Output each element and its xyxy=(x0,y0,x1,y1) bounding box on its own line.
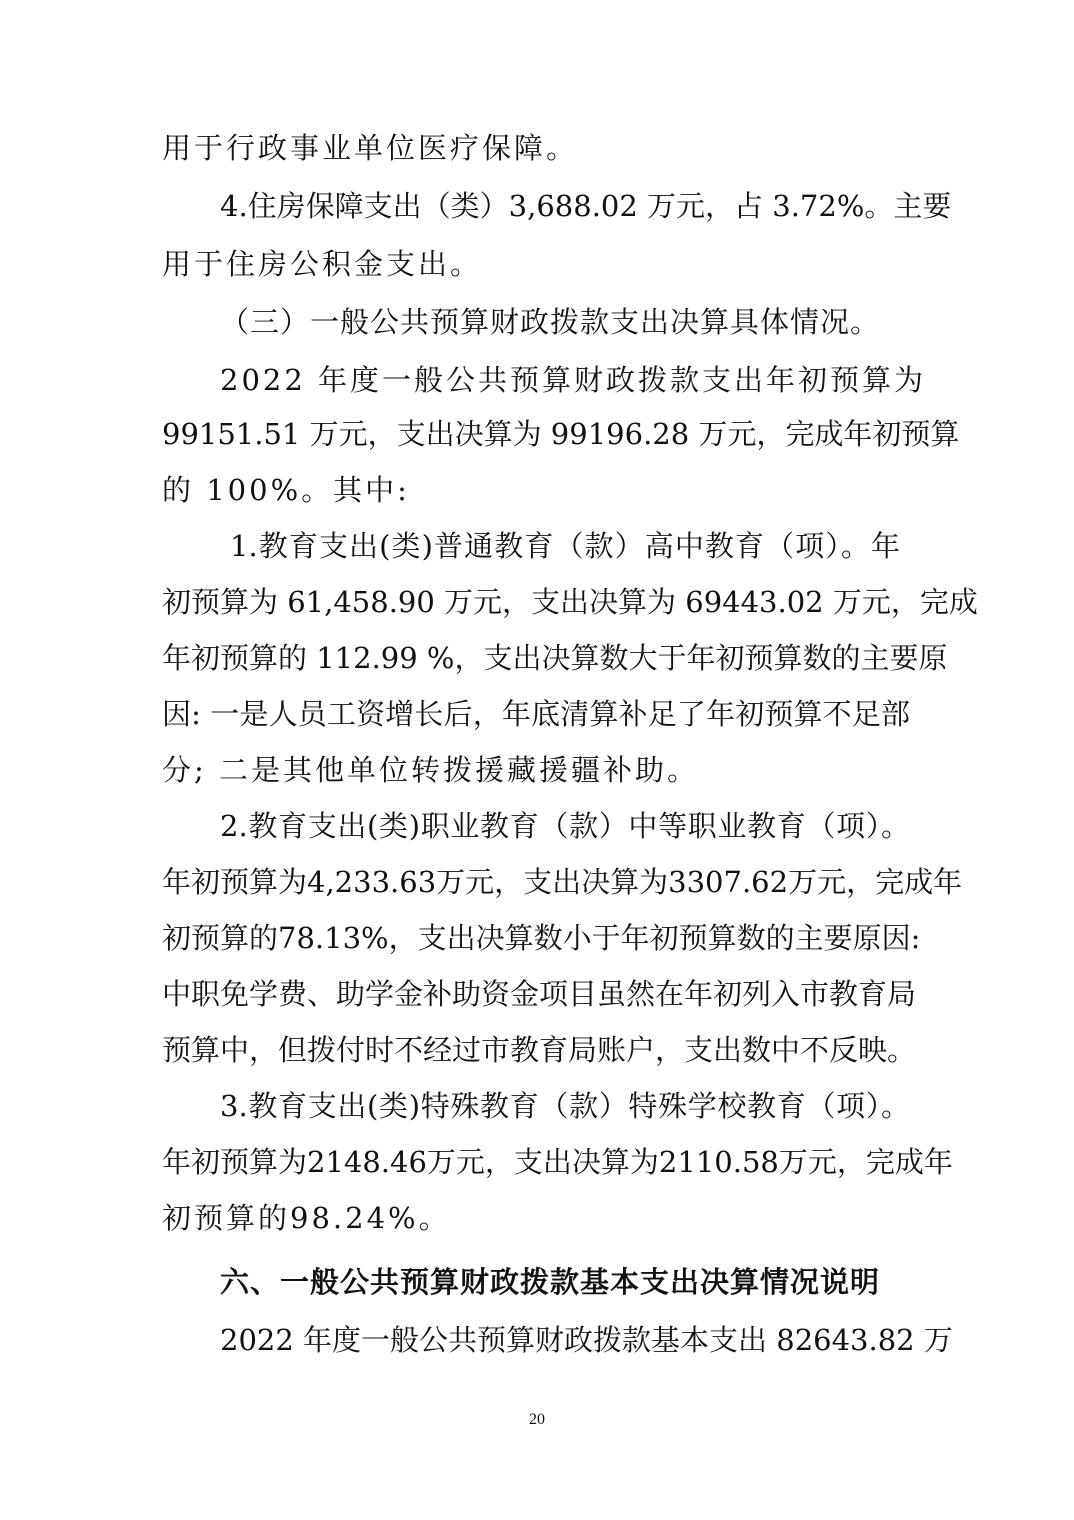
paragraph-line: 年初预算为2148.46万元，支出决算为2110.58万元，完成年 xyxy=(162,1145,953,1179)
paragraph-line: 用于行政事业单位医疗保障。 xyxy=(162,131,579,165)
paragraph-line: 用于住房公积金支出。 xyxy=(162,247,483,281)
paragraph-line: 的 100%。其中: xyxy=(162,473,410,507)
subsection-heading: （三）一般公共预算财政拨款支出决算具体情况。 xyxy=(220,305,881,339)
paragraph-line: 预算中，但拨付时不经过市教育局账户，支出数中不反映。 xyxy=(162,1033,917,1067)
paragraph-line: 1.教育支出(类)普通教育（款）高中教育（项）。年 xyxy=(230,529,900,563)
paragraph-line: 初预算的98.24%。 xyxy=(162,1201,451,1235)
section-heading: 六、一般公共预算财政拨款基本支出决算情况说明 xyxy=(220,1265,881,1299)
paragraph-line: 年初预算的 112.99 %，支出决算数大于年初预算数的主要原 xyxy=(162,641,948,675)
paragraph-line: 3.教育支出(类)特殊教育（款）特殊学校教育（项）。 xyxy=(220,1089,910,1123)
paragraph-line: 2022 年度一般公共预算财政拨款支出年初预算为 xyxy=(220,363,927,397)
paragraph-line: 分; 二是其他单位转拨援藏援疆补助。 xyxy=(162,753,699,787)
paragraph-line: 2.教育支出(类)职业教育（款）中等职业教育（项）。 xyxy=(220,809,910,843)
paragraph-line: 4.住房保障支出（类）3,688.02 万元，占 3.72%。主要 xyxy=(220,189,952,223)
paragraph-line: 因: 一是人员工资增长后，年底清算补足了年初预算不足部 xyxy=(162,697,910,731)
paragraph-line: 中职免学费、助学金补助资金项目虽然在年初列入市教育局 xyxy=(162,977,917,1011)
page-number: 20 xyxy=(529,1411,545,1428)
paragraph-line: 99151.51 万元，支出决算为 99196.28 万元，完成年初预算 xyxy=(162,417,960,451)
paragraph-line: 年初预算为4,233.63万元，支出决算为3307.62万元，完成年 xyxy=(162,865,963,899)
paragraph-line: 2022 年度一般公共预算财政拨款基本支出 82643.82 万 xyxy=(220,1323,953,1357)
paragraph-line: 初预算的78.13%，支出决算数小于年初预算数的主要原因: xyxy=(162,921,921,955)
paragraph-line: 初预算为 61,458.90 万元，支出决算为 69443.02 万元，完成 xyxy=(162,585,978,619)
